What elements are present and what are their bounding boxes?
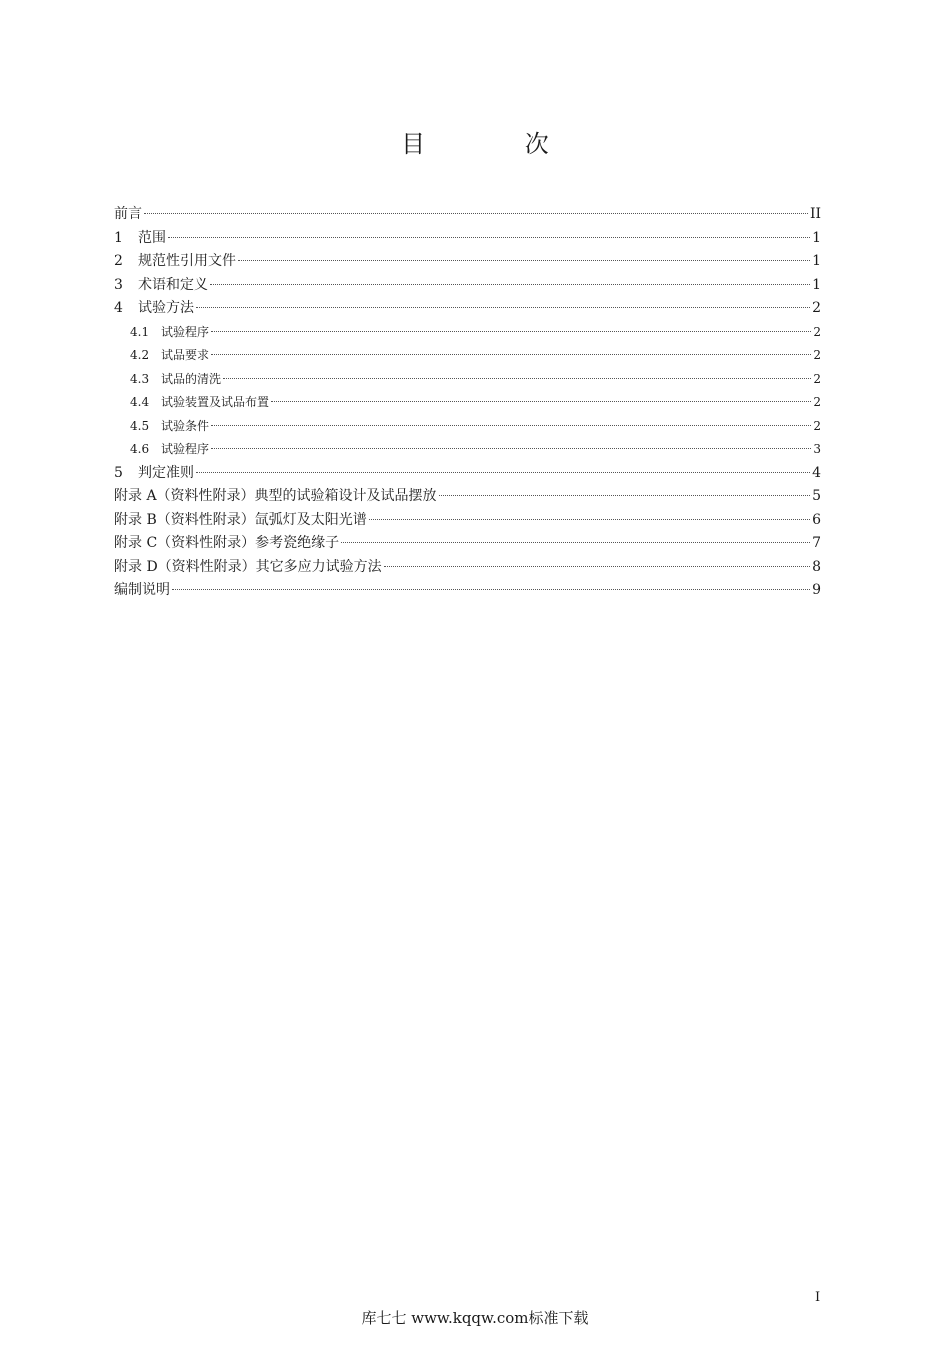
toc-entry-number: 4.1 (130, 324, 150, 339)
toc-entry-3[interactable] (114, 274, 821, 298)
toc-leader-dots (172, 589, 810, 590)
toc-entry-label: 范围 (138, 229, 166, 246)
toc-entry-page: 8 (812, 558, 821, 575)
toc-leader-dots (211, 448, 811, 449)
toc-leader-dots (210, 284, 810, 285)
toc-entry-number: 4.2 (130, 348, 150, 362)
toc-entry-4-2[interactable] (114, 344, 821, 368)
toc-entry-label: 试验程序 (161, 442, 210, 456)
toc-entry-page: 2 (813, 324, 821, 339)
toc-entry-number: 4 (114, 300, 123, 316)
toc-entry-page: II (809, 206, 821, 222)
toc-entry-number: 4.5 (130, 418, 150, 433)
footer-watermark-text: 库七七 www.kqqw.com标准下载 (361, 1309, 589, 1327)
toc-entry-4-6[interactable] (114, 438, 821, 462)
toc-entry-appendix-a[interactable] (114, 485, 821, 509)
toc-entry-label: 试验装置及试品布置 (161, 395, 270, 409)
toc-entry-4-1[interactable] (114, 321, 821, 345)
toc-entry-page: 5 (812, 488, 821, 504)
toc-entry-page: 3 (813, 442, 821, 456)
toc-entry-label: 判定准则 (138, 464, 194, 481)
toc-entry-page: 7 (812, 535, 821, 551)
toc-entry-label: 附录 C（资料性附录）参考瓷绝缘子 (114, 535, 340, 551)
toc-leader-dots (196, 472, 810, 473)
toc-entry-label: 附录 B（资料性附录）氙弧灯及太阳光谱 (114, 511, 367, 528)
toc-entry-number: 3 (114, 276, 123, 293)
toc-leader-dots (384, 566, 810, 567)
page-title: 目 次 (401, 130, 595, 158)
toc-entry-4-3[interactable] (114, 368, 821, 392)
toc-entry-4[interactable] (114, 297, 821, 321)
toc-entry-label: 试品要求 (161, 348, 210, 362)
toc-entry-page: 2 (813, 395, 821, 409)
toc-leader-dots (238, 260, 810, 261)
toc-entry-page: 2 (812, 300, 821, 316)
toc-entry-page: 1 (812, 276, 821, 293)
toc-entry-label: 规范性引用文件 (138, 253, 236, 269)
toc-leader-dots (439, 495, 811, 496)
toc-leader-dots (211, 425, 811, 426)
toc-entry-label: 试验方法 (138, 300, 194, 316)
toc-leader-dots (168, 237, 810, 238)
toc-entry-4-5[interactable] (114, 415, 821, 439)
toc-leader-dots (369, 519, 810, 520)
toc-entry-2[interactable] (114, 250, 821, 274)
toc-entry-label: 术语和定义 (138, 276, 208, 293)
toc-entry-page: 1 (812, 229, 821, 246)
toc-leader-dots (223, 378, 811, 379)
toc-entry-4-4[interactable] (114, 391, 821, 415)
toc-leader-dots (341, 542, 810, 543)
toc-entry-appendix-d[interactable] (114, 556, 821, 580)
toc-entry-label: 试品的清洗 (161, 371, 222, 386)
toc-entry-appendix-c[interactable] (114, 532, 821, 556)
toc-entry-page: 6 (812, 511, 821, 528)
toc-entry-label: 附录 A（资料性附录）典型的试验箱设计及试品摆放 (114, 488, 437, 504)
toc-entry-page: 4 (812, 464, 821, 481)
toc-entry-page: 2 (813, 348, 821, 362)
toc-leader-dots (271, 401, 811, 402)
toc-entry-1[interactable] (114, 227, 821, 251)
toc-entry-label: 编制说明 (114, 582, 170, 598)
toc-leader-dots (144, 213, 808, 214)
table-of-contents (114, 203, 821, 603)
toc-entry-appendix-b[interactable] (114, 509, 821, 533)
toc-entry-number: 2 (114, 253, 123, 269)
toc-entry-foreword[interactable] (114, 203, 821, 227)
toc-entry-label: 前言 (114, 206, 142, 222)
toc-leader-dots (211, 331, 811, 332)
toc-entry-number: 4.6 (130, 442, 150, 456)
toc-entry-number: 1 (114, 229, 123, 246)
toc-entry-page: 2 (813, 371, 821, 386)
toc-entry-number: 5 (114, 464, 123, 481)
toc-leader-dots (211, 354, 811, 355)
toc-entry-page: 2 (813, 418, 821, 433)
toc-entry-page: 9 (812, 582, 821, 598)
toc-entry-page: 1 (812, 253, 821, 269)
toc-entry-label: 附录 D（资料性附录）其它多应力试验方法 (114, 558, 382, 575)
toc-entry-label: 试验条件 (161, 418, 210, 433)
toc-entry-5[interactable] (114, 462, 821, 486)
toc-entry-number: 4.3 (130, 371, 150, 386)
toc-entry-number: 4.4 (130, 395, 150, 409)
toc-entry-explanation[interactable] (114, 579, 821, 603)
toc-leader-dots (196, 307, 810, 308)
page-number: I (815, 1290, 821, 1305)
toc-entry-label: 试验程序 (161, 324, 210, 339)
